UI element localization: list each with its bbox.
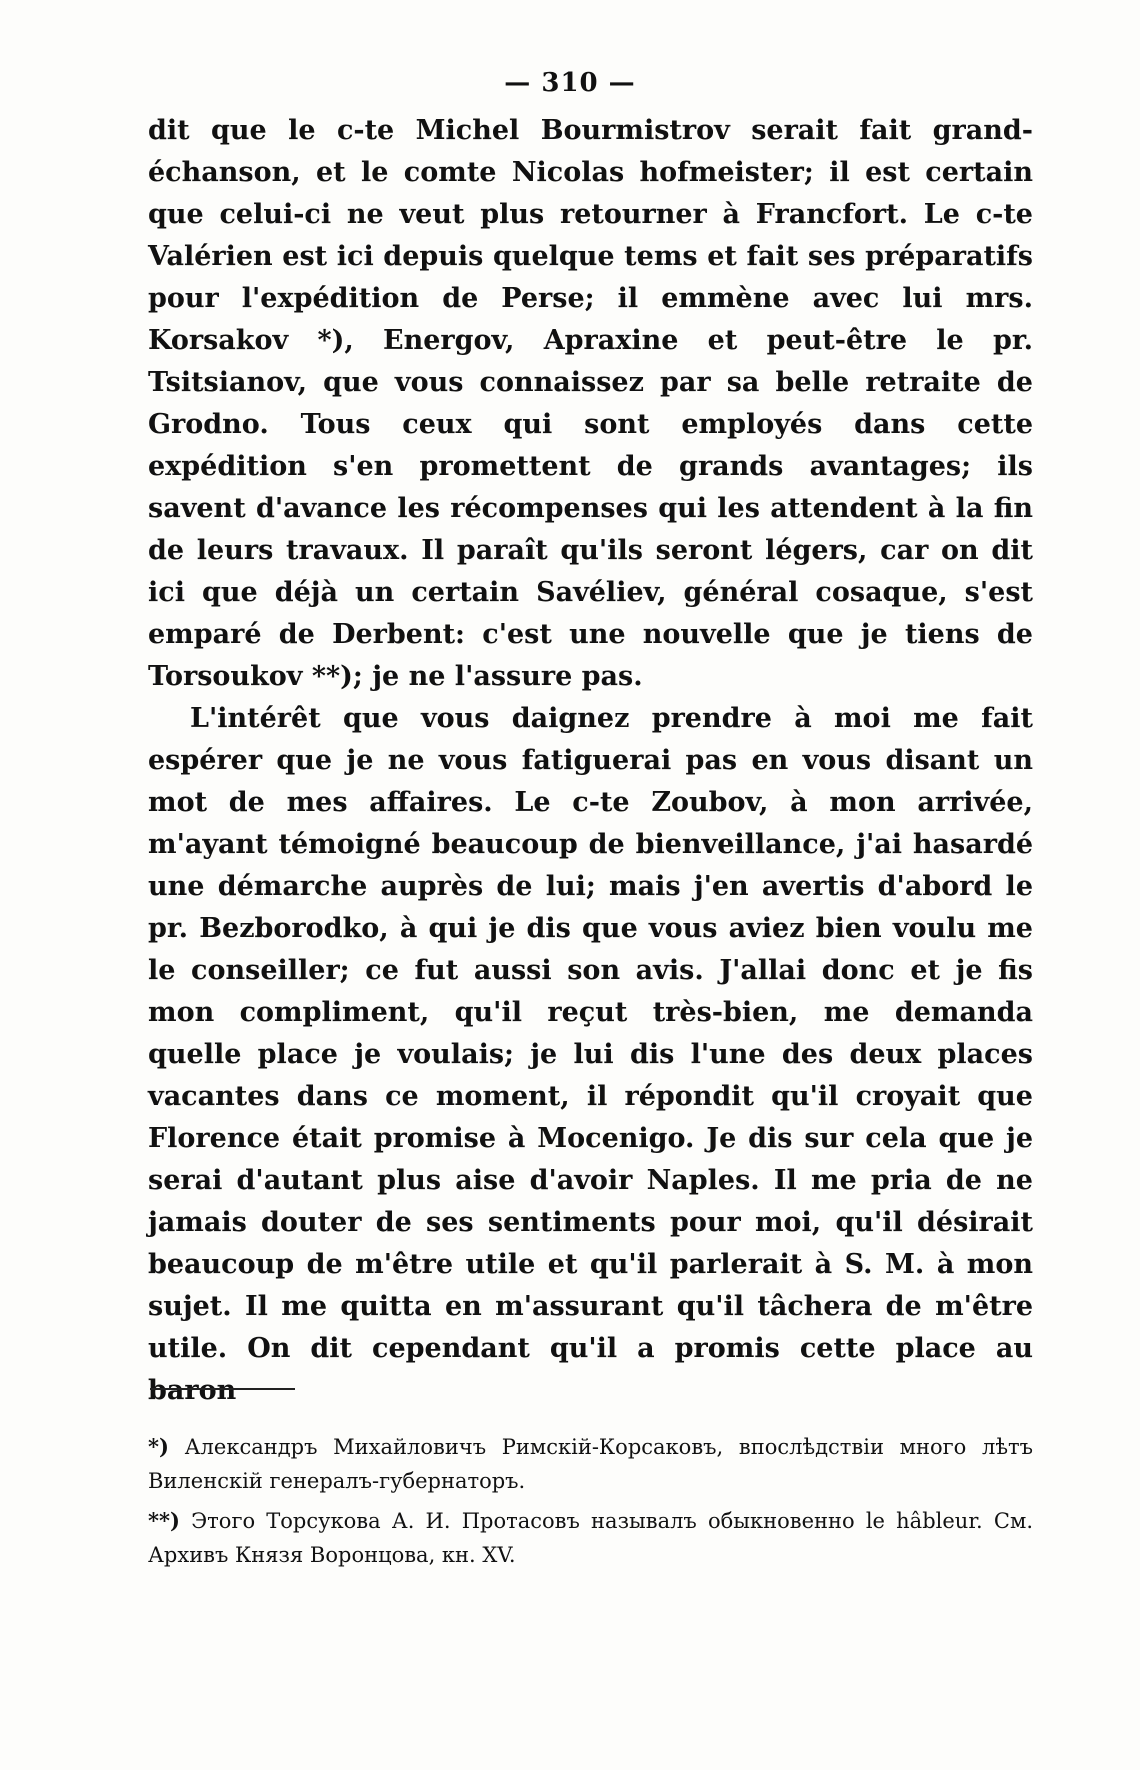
footnote-text-1: Александръ Михайловичъ Римскій-Корсаковъ, впослѣдствіи много лѣтъ Виленскій генералъ-губернаторъ. xyxy=(148,1435,1033,1493)
footnote-mark-1: *) xyxy=(148,1434,169,1459)
footnote-mark-2: **) xyxy=(148,1508,180,1533)
footnote-text-2: Этого Торсукова А. И. Протасовъ называлъ обыкновенно le hâbleur. См. Архивъ Князя Воронцова, кн. XV. xyxy=(148,1509,1033,1567)
footnote-separator xyxy=(150,1388,295,1390)
footnote-2 xyxy=(148,1504,1033,1572)
page-number: — 310 — xyxy=(504,68,636,98)
paragraph-2: L'intérêt que vous daignez prendre à moi me fait espérer que je ne vous fatiguerai pas en vous disant un mot de mes affaires. Le c-te Zoubov, à mon arrivée, m'ayant témoigné beaucoup de bienveillance, j'ai hasardé une démarche auprès de lui; mais j'en avertis d'abord le pr. Bezborodko, à qui je dis que vous aviez bien voulu me le conseiller; ce fut aussi son avis. J'allai donc et je fis mon compliment, qu'il reçut très-bien, me demanda quelle place je voulais; je lui dis l'une des deux places vacantes dans ce moment, il répondit qu'il croyait que Florence était promise à Mocenigo. Je dis sur cela que je serai d'autant plus aise d'avoir Naples. Il me pria de ne jamais douter de ses sentiments pour moi, qu'il désirait beaucoup de m'être utile et qu'il parlerait à S. M. à mon sujet. Il me quitta en m'assurant qu'il tâchera de m'être utile. On dit cependant qu'il a promis cette place au baron xyxy=(148,703,1033,1406)
footnotes xyxy=(148,1430,1033,1578)
main-text xyxy=(148,110,1033,1412)
paragraph-1: dit que le c-te Michel Bourmistrov serait fait grand-échanson, et le comte Nicolas hofmeister; il est certain que celui-ci ne veut plus retourner à Francfort. Le c-te Valérien est ici depuis quelque tems et fait ses préparatifs pour l'expédition de Perse; il emmène avec lui mrs. Korsakov *), Energov, Apraxine et peut-être le pr. Tsitsianov, que vous connaissez par sa belle retraite de Grodno. Tous ceux qui sont employés dans cette expédition s'en promettent de grands avantages; ils savent d'avance les récompenses qui les attendent à la fin de leurs travaux. Il paraît qu'ils seront légers, car on dit ici que déjà un certain Savéliev, général cosaque, s'est emparé de Derbent: c'est une nouvelle que je tiens de Torsoukov **); je ne l'assure pas. xyxy=(148,115,1033,692)
footnote-1 xyxy=(148,1430,1033,1498)
